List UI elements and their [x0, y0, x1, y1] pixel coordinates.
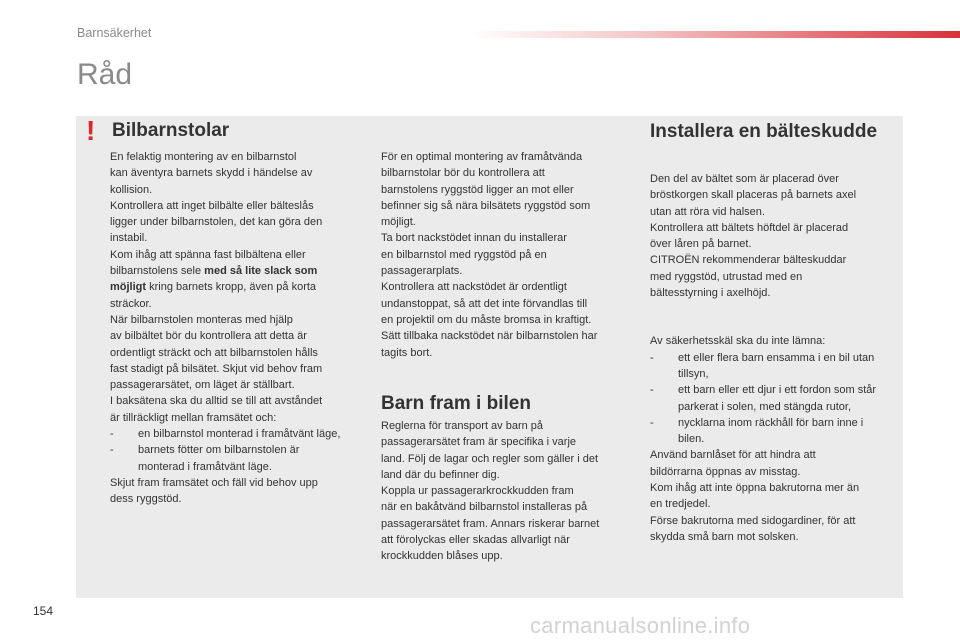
text-line: en tredjedel. [650, 498, 711, 511]
text-line: ligger under bilbarnstolen, det kan göra den [110, 216, 323, 229]
text-line: utan att röra vid halsen. [650, 205, 765, 218]
list-item-continuation: tillsyn, [678, 367, 709, 380]
text-line: skydda små barn mot solsken. [650, 530, 799, 543]
text-line: möjligt. [381, 216, 416, 229]
text-line: bilbarnstolar bör du kontrollera att [381, 167, 545, 180]
paragraph-spacer [650, 301, 900, 333]
text-line [110, 279, 360, 295]
text-line: fast stadigt på bilsätet. Skjut vid behov fram [110, 362, 323, 375]
text-line: är tillräckligt mellan framsätet och: [110, 411, 277, 424]
text-line: Av säkerhetsskäl ska du inte lämna: [650, 335, 826, 348]
list-item [650, 415, 900, 431]
bullet-dash: - [650, 416, 654, 429]
page-number: 154 [33, 604, 54, 618]
text-line: instabil. [110, 232, 148, 245]
text-line: Den del av bältet som är placerad över [650, 173, 839, 185]
list-item-continuation: bilen. [678, 433, 705, 446]
text-line: barnstolens ryggstöd ligger an mot eller [381, 183, 574, 196]
text-line: med ryggstöd, utrustad med en [650, 270, 803, 283]
text-line: Kom ihåg att spänna fast bilbältena eller [110, 248, 306, 261]
text-line: krockkudden blåses upp. [381, 550, 503, 563]
header-accent-bar [470, 31, 960, 38]
bullet-dash: - [110, 428, 114, 441]
text-line: av bilbältet bör du kontrollera att detta är [110, 330, 307, 343]
running-head: Barnsäkerhet [77, 26, 152, 40]
text-line [110, 263, 360, 279]
list-item [110, 426, 360, 442]
text-line: passagerarplats. [381, 265, 463, 278]
emphasis-text: möjligt [110, 281, 147, 294]
text-line: Koppla ur passagerarkrockkudden fram [381, 485, 574, 498]
text-line: befinner sig så nära bilsätets ryggstöd som [381, 199, 591, 212]
watermark: carmanualsonline.info [530, 613, 751, 638]
balteskudde-column [650, 171, 900, 545]
list-item [650, 350, 900, 366]
text-line: bältesstyrning i axelhöjd. [650, 287, 771, 300]
text-line: I baksätena ska du alltid se till att avståndet [110, 395, 323, 408]
bilbarnstolar-column-2 [381, 149, 631, 361]
text-line: kollision. [110, 183, 153, 196]
section-title-bilbarnstolar: Bilbarnstolar [112, 120, 230, 141]
list-item-continuation: parkerat i solen, med stängda rutor, [678, 400, 852, 413]
text-line: passagerarsätet fram. Annars riskerar barnet [381, 517, 600, 530]
text-line: En felaktig montering av en bilbarnstol [110, 151, 297, 163]
list-item-text: ett barn eller ett djur i ett fordon som står [678, 384, 877, 397]
text-line: passagerarsätet fram är specifika i varje [381, 436, 577, 449]
list-item-text: nycklarna inom räckhåll för barn inne i [678, 416, 864, 429]
list-item [110, 442, 360, 458]
text-line: CITROËN rekommenderar bälteskuddar [650, 254, 847, 267]
text-line: en bilbarnstol med ryggstöd på en [381, 248, 547, 261]
text-line: land där du befinner dig. [381, 468, 500, 481]
text-line: Sätt tillbaka nackstödet när bilbarnstolen har [381, 330, 598, 343]
text-line: över låren på barnet. [650, 238, 752, 251]
section-title-barn-fram: Barn fram i bilen [381, 393, 531, 414]
text-line: Kontrollera att inget bilbälte eller bälteslås [110, 199, 314, 212]
emphasis-text: med så lite slack som [204, 265, 318, 278]
bullet-dash: - [110, 444, 114, 457]
text-line: Kontrollera att bältets höftdel är placerad [650, 221, 849, 234]
list-item [650, 382, 900, 398]
text-run: bilbarnstolens sele [110, 265, 205, 278]
text-line: Kom ihåg att inte öppna bakrutorna mer än [650, 482, 860, 495]
text-line: passagerarsätet, om läget är ställbart. [110, 379, 295, 392]
bullet-dash: - [650, 384, 654, 397]
text-line: tagits bort. [381, 346, 433, 359]
text-line: en projektil om du måste bromsa in kraftigt. [381, 313, 592, 326]
text-line: Förse bakrutorna med sidogardiner, för att [650, 514, 856, 527]
list-item-text: barnets fötter om bilbarnstolen är [138, 444, 300, 457]
text-line: För en optimal montering av framåtvända [381, 151, 583, 163]
page-title: Råd [77, 58, 133, 91]
text-line: undanstoppat, så att det inte förvandlas till [381, 297, 588, 310]
barn-fram-column [381, 418, 636, 565]
text-line: sträckor. [110, 297, 152, 310]
text-line: När bilbarnstolen monteras med hjälp [110, 313, 293, 326]
text-run: kring barnets kropp, även på korta [146, 281, 317, 294]
text-line: Kontrollera att nackstödet är ordentligt [381, 281, 567, 294]
text-line: att förolyckas eller skadas allvarligt när [381, 534, 570, 547]
text-line: Reglerna för transport av barn på [381, 420, 544, 432]
text-line: dess ryggstöd. [110, 493, 182, 506]
text-line: ordentligt sträckt och att bilbarnstolen hålls [110, 346, 318, 359]
list-item-text: ett eller flera barn ensamma i en bil utan [678, 351, 875, 364]
text-line: bildörrarna öppnas av misstag. [650, 465, 801, 478]
section-title-balteskudde: Installera en bälteskudde [650, 121, 878, 142]
text-line: Ta bort nackstödet innan du installerar [381, 232, 567, 245]
text-line: bröstkorgen skall placeras på barnets axel [650, 189, 857, 202]
text-line: Skjut fram framsätet och fäll vid behov upp [110, 476, 318, 489]
text-line: Använd barnlåset för att hindra att [650, 449, 816, 462]
list-item-continuation: monterad i framåtvänt läge. [138, 460, 272, 473]
text-line: när en bakåtvänd bilbarnstol installeras på [381, 501, 588, 514]
bullet-dash: - [650, 351, 654, 364]
text-line: land. Följ de lagar och regler som gäller i det [381, 452, 599, 465]
list-item-text: en bilbarnstol monterad i framåtvänt läge, [138, 428, 341, 441]
text-line: kan äventyra barnets skydd i händelse av [110, 167, 313, 180]
bilbarnstolar-column-1 [110, 149, 360, 508]
warning-icon: ! [86, 115, 96, 146]
